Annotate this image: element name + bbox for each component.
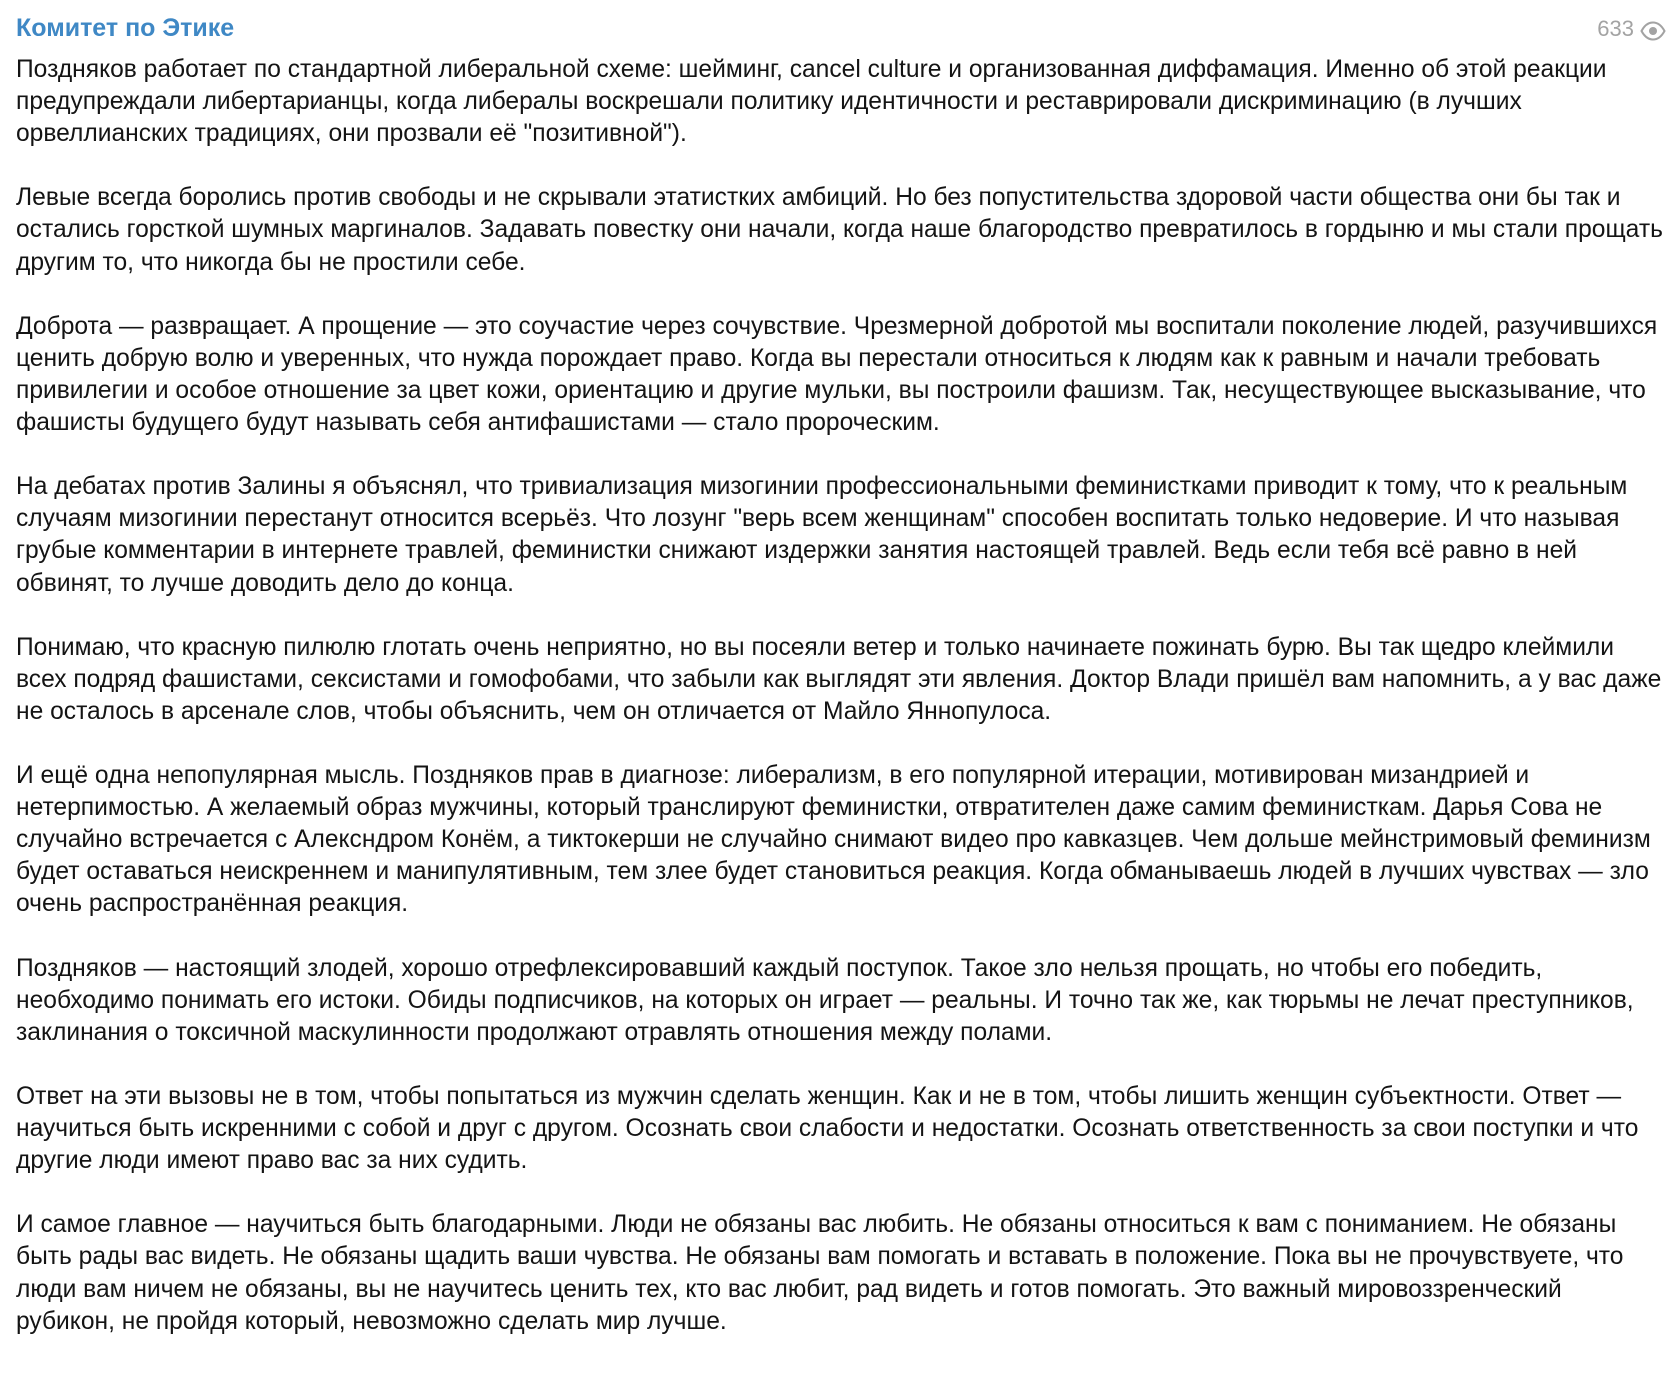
paragraph: И ещё одна непопулярная мысль. Поздняков прав в диагнозе: либерализм, в его популярной итерации, мотивирован мизандрией и нетерпимостью. А желаемый образ мужчины, который транслируют феминистки, отвратителен даже самим феминисткам. Дарья Сова не случайно встречается с Алексндром Конём, а тиктокерши не случайно снимают видео про кавказцев. Чем дольше мейнстримовый феминизм будет оставаться неискреннем и манипулятивным, тем злее будет становиться реакция. Когда обманываешь людей в лучших чувствах — зло очень распространённая реакция. — [16, 762, 1651, 918]
paragraph: Левые всегда боролись против свободы и не скрывали этатистких амбиций. Но без попустительства здоровой части общества они бы так и остались горсткой шумных маргиналов. Задавать повестку они начали, когда наше благородство превратилось в гордыню и мы стали прощать другим то, что никогда бы не простили себе. — [16, 184, 1663, 276]
view-count: 633 — [1597, 16, 1634, 41]
post-text — [16, 54, 1664, 1338]
paragraph: И самое главное — научиться быть благодарными. Люди не обязаны вас любить. Не обязаны относиться к вам с пониманием. Не обязаны быть рады вас видеть. Не обязаны щадить ваши чувства. Не обязаны вам помогать и вставать в положение. Пока вы не прочувствуете, что люди вам ничем не обязаны, вы не научитесь ценить тех, кто вас любит, рад видеть и готов помогать. Это важный мировоззренческий рубикон, не пройдя который, невозможно сделать мир лучше. — [16, 1211, 1624, 1335]
eye-icon — [1640, 19, 1666, 39]
paragraph: Поздняков — настоящий злодей, хорошо отрефлексировавший каждый поступок. Такое зло нельзя прощать, но чтобы его победить, необходимо понимать его истоки. Обиды подписчиков, на которых он играет — реальны. И точно так же, как тюрьмы не лечат преступников, заклинания о токсичной маскулинности продолжают отравлять отношения между полами. — [16, 954, 1634, 1046]
channel-name[interactable]: Комитет по Этике — [16, 14, 235, 42]
paragraph: Понимаю, что красную пилюлю глотать очень неприятно, но вы посеяли ветер и только начинаете пожинать бурю. Вы так щедро клеймили всех подряд фашистами, сексистами и гомофобами, что забыли как выглядят эти явления. Доктор Влади пришёл вам напомнить, а у вас даже не осталось в арсенале слов, чтобы объяснить, чем он отличается от Майло Яннопулоса. — [16, 633, 1662, 725]
paragraph: Доброта — развращает. А прощение — это соучастие через сочувствие. Чрезмерной добротой мы воспитали поколение людей, разучившихся ценить добрую волю и уверенных, что нужда порождает право. Когда вы перестали относиться к людям как к равным и начали требовать привилегии и особое отношение за цвет кожи, ориентацию и другие мульки, вы построили фашизм. Так, несуществующее высказывание, что фашисты будущего будут называть себя антифашистами — стало пророческим. — [16, 312, 1658, 437]
paragraph: Ответ на эти вызовы не в том, чтобы попытаться из мужчин сделать женщин. Как и не в том, чтобы лишить женщин субъектности. Ответ — научиться быть искренними с собой и друг с другом. Осознать свои слабости и недостатки. Осознать ответственность за свои поступки и что другие люди имеют право вас за них судить. — [16, 1083, 1639, 1175]
paragraph: Поздняков работает по стандартной либеральной схеме: шейминг, cancel culture и организованная диффамация. Именно об этой реакции предупреждали либертарианцы, когда либералы воскрешали политику идентичности и реставрировали дискриминацию (в лучших орвеллианских традициях, они прозвали её "позитивной"). — [16, 56, 1607, 148]
paragraph: На дебатах против Залины я объяснял, что тривиализация мизогинии профессиональными феминистками приводит к тому, что к реальным случаям мизогинии перестанут относится всерьёз. Что лозунг "верь всем женщинам" способен воспитать только недоверие. И что называя грубые комментарии в интернете травлей, феминистки снижают издержки занятия настоящей травлей. Ведь если тебя всё равно в ней обвинят, то лучше доводить дело до конца. — [16, 473, 1628, 597]
view-counter — [1597, 14, 1666, 44]
post-header — [16, 10, 1666, 46]
